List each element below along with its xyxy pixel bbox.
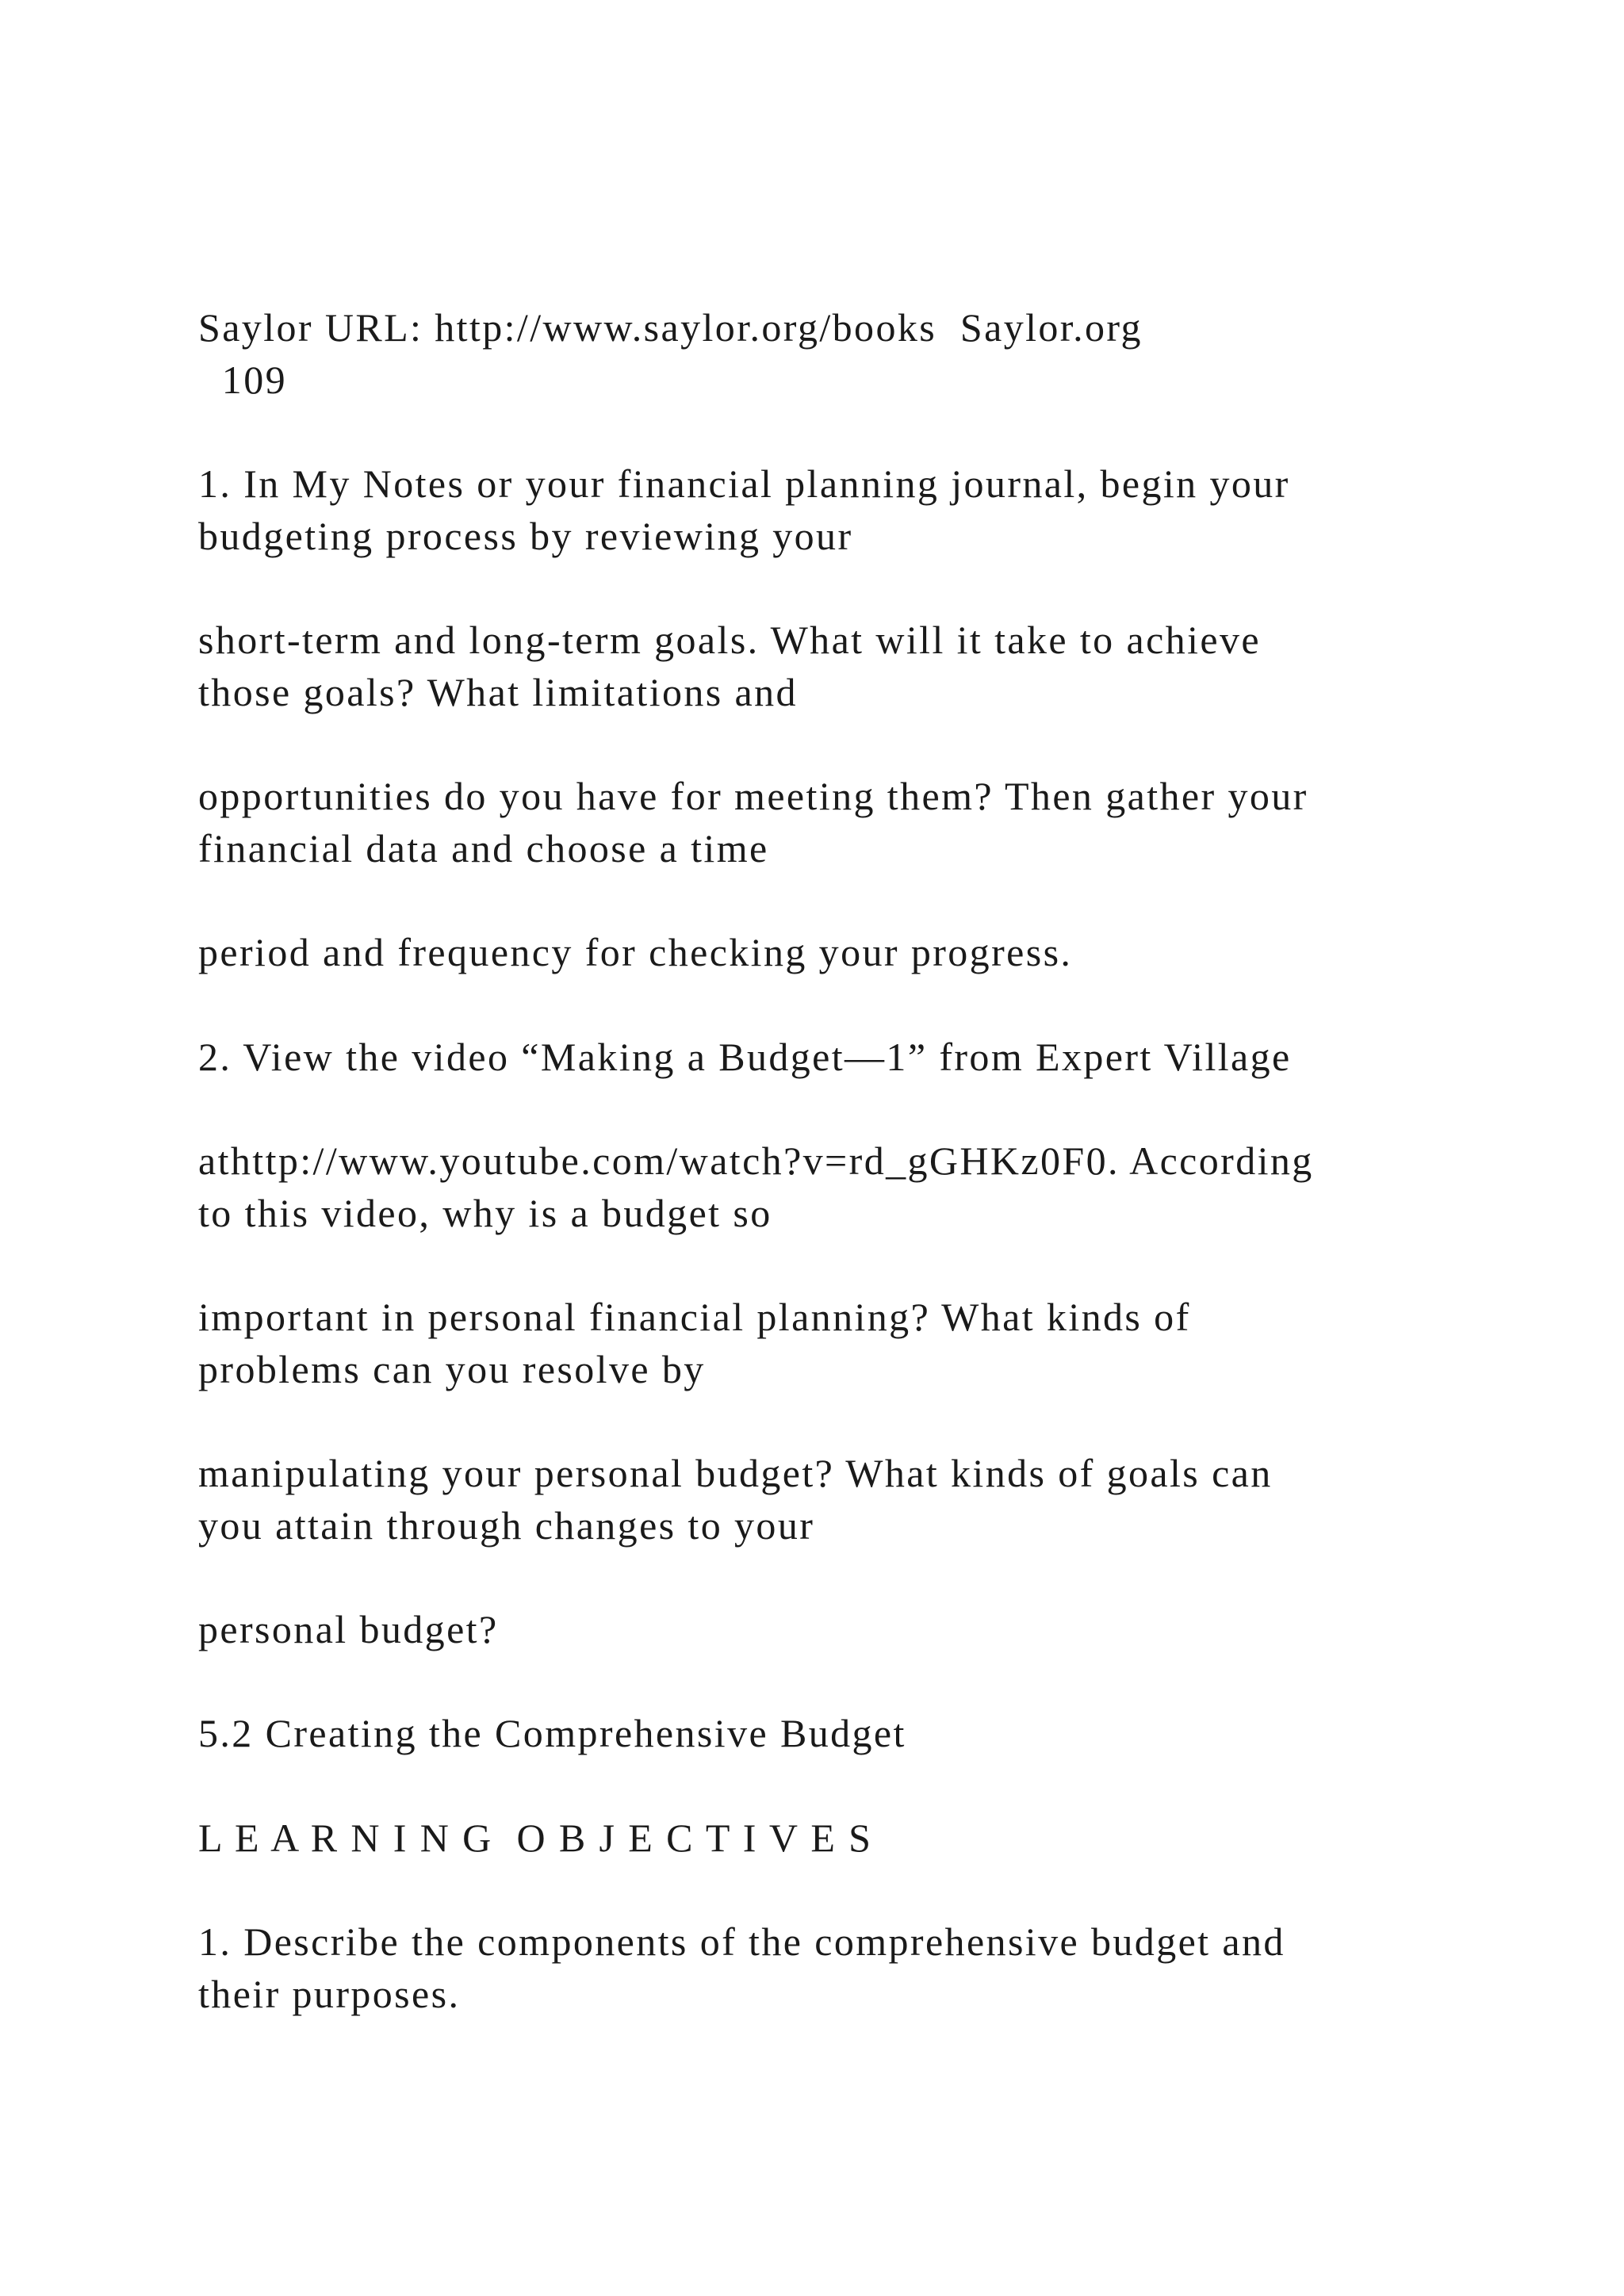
paragraph-line: manipulating your personal budget? What kinds of goals can <box>198 1451 1273 1495</box>
paragraph-line: personal budget? <box>198 1607 499 1651</box>
paragraph-line: to this video, why is a budget so <box>198 1191 772 1235</box>
paragraph-line: important in personal financial planning? What kinds of <box>198 1295 1191 1339</box>
paragraph-line: 2. View the video “Making a Budget—1” from Expert Village <box>198 1035 1292 1079</box>
paragraph-line: you attain through changes to your <box>198 1503 815 1548</box>
page-number: 109 <box>198 358 287 402</box>
paragraph-line: 1. In My Notes or your financial planning journal, begin your <box>198 461 1290 506</box>
section-title: 5.2 Creating the Comprehensive Budget <box>198 1711 906 1755</box>
objective-line: 1. Describe the components of the comprehensive budget and <box>198 1919 1285 1964</box>
paragraph-line: short-term and long-term goals. What will it take to achieve <box>198 618 1261 662</box>
paragraph-line: financial data and choose a time <box>198 826 769 871</box>
objective-line: their purposes. <box>198 1972 461 2016</box>
objectives-heading: L E A R N I N G O B J E C T I V E S <box>198 1816 873 1860</box>
paragraph-line: budgeting process by reviewing your <box>198 514 853 558</box>
paragraph-line: athttp://www.youtube.com/watch?v=rd_gGHKz0F0. According <box>198 1138 1314 1183</box>
paragraph-line: problems can you resolve by <box>198 1347 706 1391</box>
paragraph-line: period and frequency for checking your progress. <box>198 930 1073 974</box>
paragraph-line: those goals? What limitations and <box>198 670 798 714</box>
paragraph-line: opportunities do you have for meeting them? Then gather your <box>198 774 1308 818</box>
source-url-line: Saylor URL: http://www.saylor.org/books Saylor.org <box>198 305 1143 350</box>
